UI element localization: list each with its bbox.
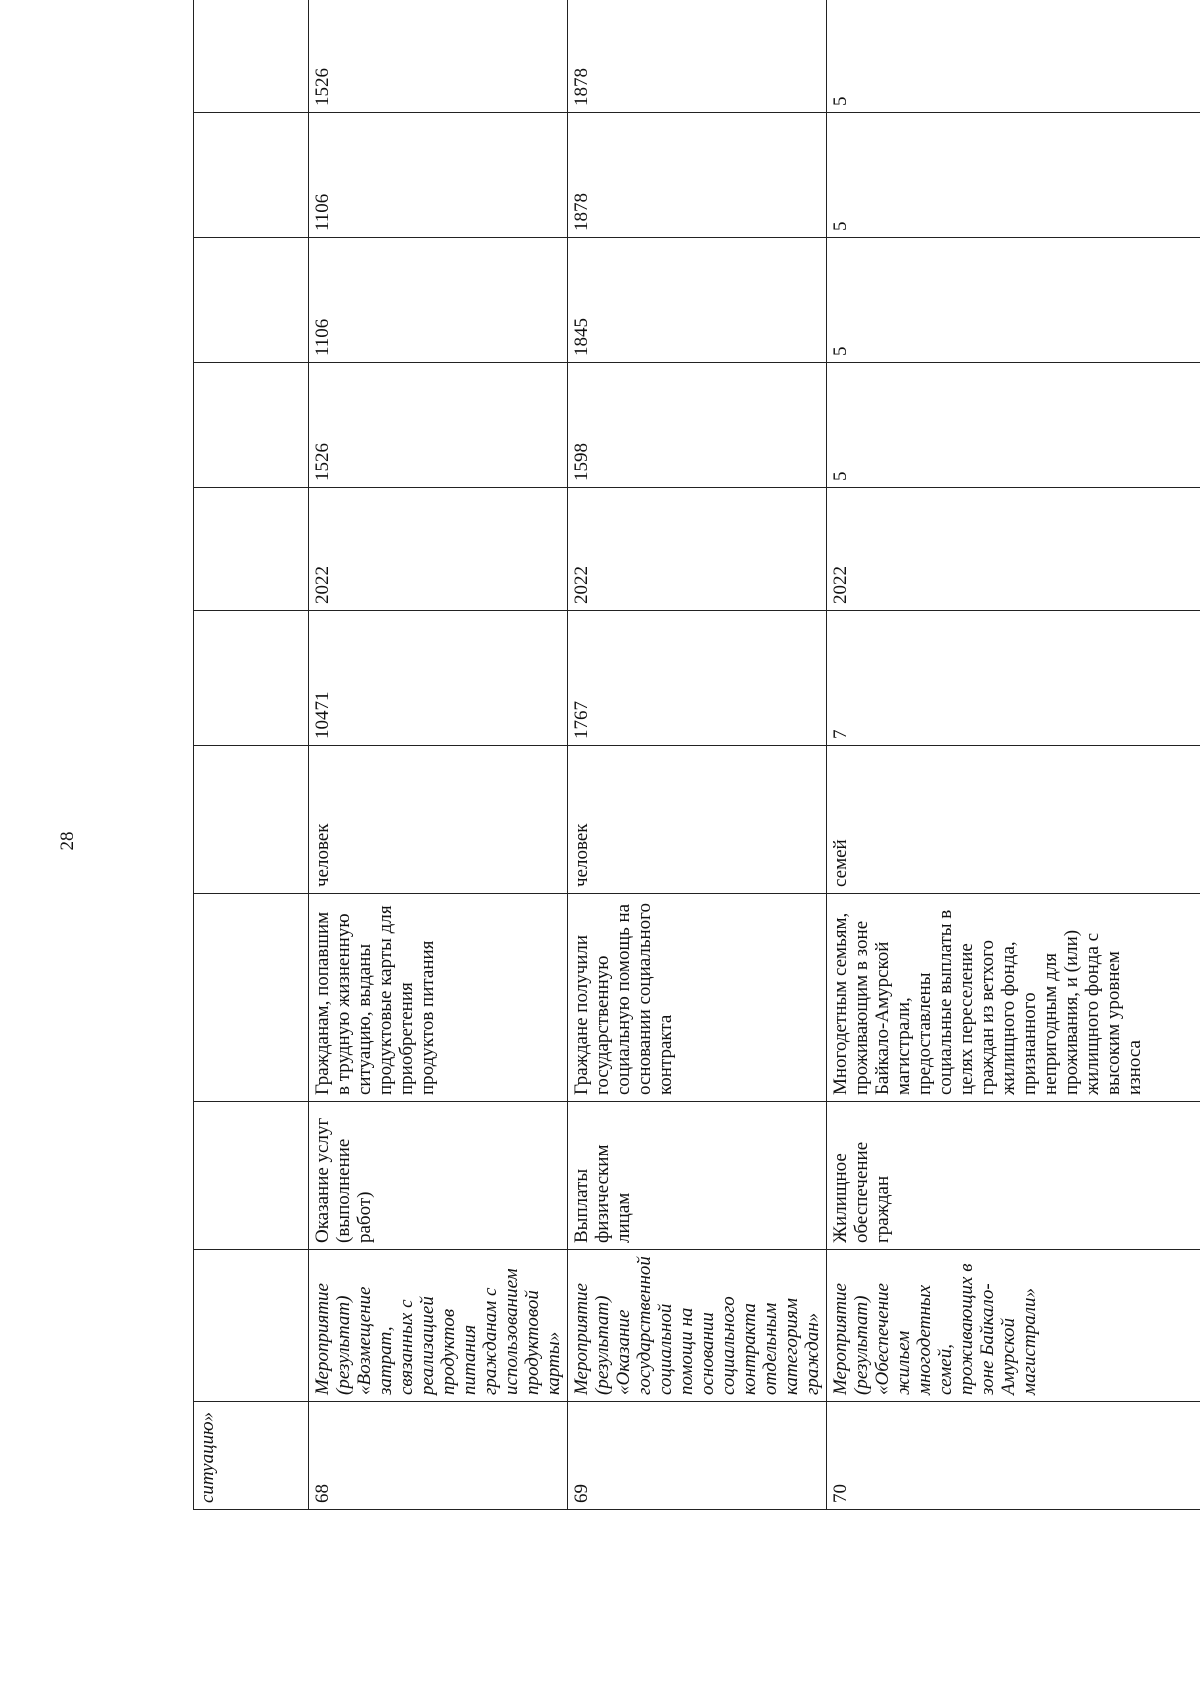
row-number: 68 [309,1402,568,1510]
value-cell: 1878 [568,113,827,238]
row-number: 69 [568,1402,827,1510]
results-table [193,0,1200,1510]
rotated-table-wrapper [193,0,1145,1510]
value-cell: 5 [827,113,1200,238]
event-name: Мероприятие (результат) «Возмещение затрат, связанных с реализацией продуктов питания гражданам с использованием продуктовой карты» [309,1250,568,1402]
event-name: Мероприятие (результат) «Оказание государственной социальной помощи на основании социального контракта отдельным категориям граждан» [568,1250,827,1402]
page-number: 28 [57,831,78,851]
table-row-head [194,0,309,1510]
value-cell: 1845 [568,238,827,363]
unit: семей [827,746,1200,894]
base-year: 2022 [309,488,568,611]
event-type: Жилищное обеспечение граждан [827,1102,1200,1250]
value-cell: 5 [827,0,1200,113]
value-cell: 1878 [568,0,827,113]
value-cell: 1526 [309,363,568,488]
value-cell: 1106 [309,238,568,363]
base-year: 2022 [568,488,827,611]
event-type: Оказание услуг (выполнение работ) [309,1102,568,1250]
unit: человек [309,746,568,894]
continued-cell: ситуацию» [194,1402,309,1510]
event-description: Граждане получили государственную социальную помощь на основании социального контракта [568,894,827,1102]
table-row-70 [827,0,1200,1510]
value-cell: 5 [827,238,1200,363]
event-description: Гражданам, попавшим в трудную жизненную ситуацию, выданы продуктовые карты для приобретения продуктов питания [309,894,568,1102]
value-cell: 1106 [309,113,568,238]
value-cell: 1598 [568,363,827,488]
value-cell: 1526 [309,0,568,113]
table-row-69 [568,0,827,1510]
event-type: Выплаты физическим лицам [568,1102,827,1250]
base-value: 1767 [568,611,827,746]
value-cell: 5 [827,363,1200,488]
base-value: 7 [827,611,1200,746]
unit: человек [568,746,827,894]
event-description: Многодетным семьям, проживающим в зоне Байкало-Амурской магистрали, предоставлены социальные выплаты в целях переселение граждан из ветхого жилищного фонда, признанного непригодным для проживания, и (или) жилищного фонда с высоким уровнем износа [827,894,1200,1102]
base-year: 2022 [827,488,1200,611]
table-row-68 [309,0,568,1510]
base-value: 10471 [309,611,568,746]
event-name: Мероприятие (результат) «Обеспечение жильем многодетных семей, проживающих в зоне Байкало-Амурской магистрали» [827,1250,1200,1402]
row-number: 70 [827,1402,1200,1510]
